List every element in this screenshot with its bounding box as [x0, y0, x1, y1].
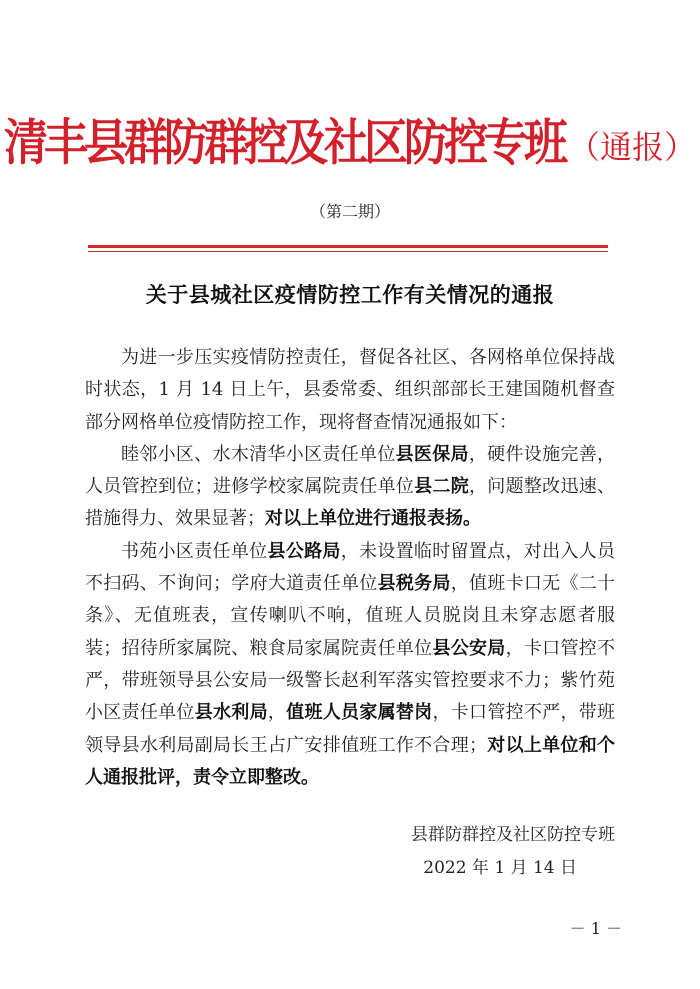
- unit-water-resources-bureau: 县水利局: [194, 702, 268, 724]
- signature-date: 2022 年 1 月 14 日: [423, 858, 577, 878]
- p3-text-2: ，未设置临时留置点，对出入人员不扫码、不询问；学府大道责任单位: [85, 540, 616, 595]
- issue-number: （第二期）: [309, 202, 390, 221]
- masthead-title: [0, 114, 700, 172]
- paragraph-criticism: [85, 536, 615, 794]
- commendation-statement: 对以上单位进行通报表扬。: [265, 508, 481, 530]
- red-rule-thin: [88, 251, 608, 252]
- paragraph-commendation: [85, 439, 615, 536]
- p2-text-1: 睦邻小区、水木清华小区责任单位: [121, 443, 396, 465]
- criticism-statement: 对以上单位和个人通报批评，责令立即整改。: [85, 734, 615, 788]
- document-title: 关于县城社区疫情防控工作有关情况的通报: [145, 283, 555, 307]
- unit-public-security-bureau: 县公安局: [432, 637, 506, 659]
- p3-text-5: ，: [267, 702, 287, 724]
- p3-text-3: ，值班卡口无《二十条》、无值班表，宣传喇叭不响，值班人员脱岗且未穿志愿者服装；招待所家属院、粮食局家属院责任单位: [85, 573, 616, 659]
- unit-tax-bureau: 县税务局: [377, 573, 451, 595]
- masthead-title-suffix: （通报）: [567, 128, 696, 166]
- masthead-title-main: 清丰县群防群控及社区防控专班: [3, 114, 564, 172]
- p2-text-2: ，硬件设施完善，人员管控到位；进修学校家属院责任单位: [85, 443, 616, 498]
- unit-county-second-hospital: 县二院: [414, 476, 470, 498]
- p3-text-6: ，卡口管控不严，带班领导县水利局副局长王占广安排值班工作不合理；: [85, 702, 616, 756]
- signature-organization: 县群防群控及社区防控专班: [411, 825, 615, 845]
- p3-text-1: 书苑小区责任单位: [121, 540, 268, 562]
- paragraph-intro: 为进一步压实疫情防控责任，督促各社区、各网格单位保持战时状态，1 月 14 日上午，县委常委、组织部部长王建国随机督查部分网格单位疫情防控工作，现将督查情况通报如下：: [85, 347, 615, 433]
- page-number: － 1 －: [569, 919, 622, 938]
- p2-text-3: ，问题整改迅速、措施得力、效果显著；: [85, 476, 616, 530]
- unit-medical-insurance-bureau: 县医保局: [395, 443, 469, 465]
- p3-text-4: ，卡口管控不严，带班领导县公安局一级警长赵利军落实管控要求不力；紫竹苑小区责任单位: [85, 637, 616, 724]
- unit-highway-bureau: 县公路局: [267, 540, 341, 562]
- document-body: [85, 342, 615, 794]
- issue-family-substitute: 值班人员家属替岗: [286, 702, 433, 724]
- red-rule-thick: [88, 245, 608, 248]
